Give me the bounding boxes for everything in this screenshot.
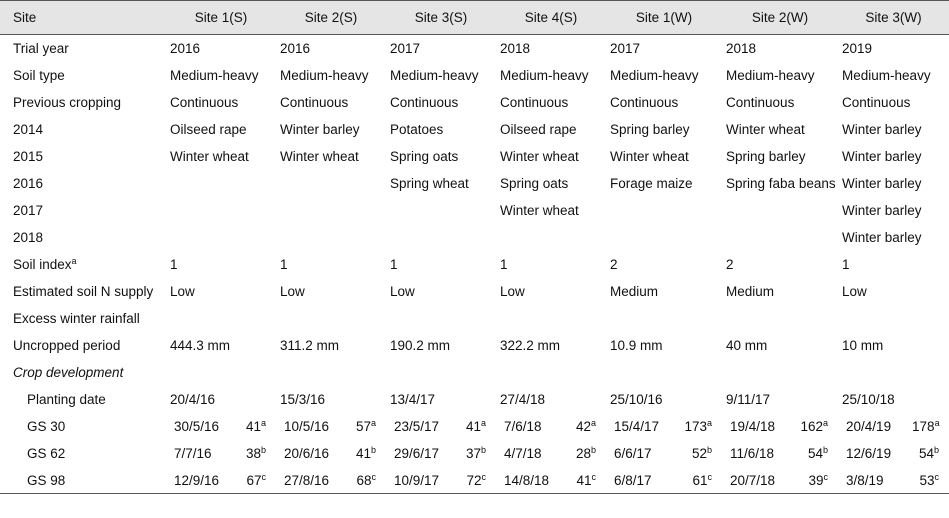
table-cell: Oilseed rape <box>170 121 247 137</box>
table-row <box>0 116 949 143</box>
footnote-marker: a <box>707 417 713 428</box>
table-cell <box>386 224 496 251</box>
table-row <box>0 386 949 413</box>
stage-value-cell <box>908 467 949 494</box>
table-cell: Continuous <box>280 94 349 110</box>
table-cell: 15/3/16 <box>280 391 326 407</box>
footnote-marker: c <box>371 471 376 482</box>
table-cell: 311.2 mm <box>280 337 340 353</box>
footnote-marker: b <box>480 444 486 455</box>
table-cell <box>838 305 949 332</box>
stage-date-cell: 11/6/18 <box>730 445 775 461</box>
row-label-text: 2015 <box>13 148 44 164</box>
table-cell: 25/10/18 <box>842 391 895 407</box>
row-label <box>0 35 166 62</box>
row-label-text: 2017 <box>13 202 44 218</box>
stage-value: 67 <box>246 472 262 488</box>
table-cell: 190.2 mm <box>390 337 451 353</box>
stage-value: 173 <box>684 418 707 434</box>
table-cell: 20/4/16 <box>170 391 216 407</box>
table-cell: Forage maize <box>610 175 693 191</box>
stage-value: 54 <box>919 445 935 461</box>
stage-value-cell <box>676 467 722 494</box>
row-label <box>0 359 166 386</box>
table-cell: Winter barley <box>842 175 922 191</box>
header-site-7: Site 3(W) <box>838 1 949 35</box>
table-cell: Medium-heavy <box>842 67 931 83</box>
stage-value: 41 <box>465 418 481 434</box>
table-cell: 2017 <box>390 41 421 56</box>
row-label-text: Soil type <box>13 67 65 83</box>
table-cell <box>722 197 838 224</box>
row-label-text: Planting date <box>27 391 106 407</box>
stage-date-cell: 15/4/17 <box>614 418 660 434</box>
table-cell: Winter wheat <box>500 148 579 164</box>
table-cell: 2018 <box>500 41 531 56</box>
table-cell: 2019 <box>842 41 873 56</box>
table-cell: 13/4/17 <box>390 391 436 407</box>
table-cell <box>386 197 496 224</box>
table-cell: Continuous <box>610 94 679 110</box>
table-cell <box>606 305 722 332</box>
table-cell: 2 <box>726 256 734 272</box>
table-body <box>0 35 949 494</box>
table-cell: Medium-heavy <box>390 67 479 83</box>
row-label-text: 2016 <box>13 175 44 191</box>
table-cell: 25/10/16 <box>610 391 663 407</box>
table-cell: 1 <box>500 256 508 272</box>
footnote-marker: a <box>71 255 77 266</box>
footnote-marker: a <box>370 417 376 428</box>
row-label <box>0 62 166 89</box>
table-cell <box>276 170 386 197</box>
stage-value-cell <box>792 440 838 467</box>
table-cell <box>386 359 496 386</box>
table-cell <box>606 224 722 251</box>
row-label <box>0 305 166 332</box>
footnote-marker: c <box>823 471 829 482</box>
table-cell: Spring barley <box>610 121 690 137</box>
row-label <box>0 89 166 116</box>
table-cell: Medium-heavy <box>726 67 815 83</box>
table-cell: Low <box>842 283 867 299</box>
row-label-text: Soil index <box>13 256 72 272</box>
stage-value: 61 <box>692 472 708 488</box>
table-cell: Continuous <box>500 94 569 110</box>
stage-date-cell: 20/4/19 <box>846 418 892 434</box>
footnote-marker: b <box>590 444 596 455</box>
table-cell: Winter wheat <box>500 202 579 218</box>
header-site-3: Site 3(S) <box>386 1 496 35</box>
stage-value-cell <box>908 440 949 467</box>
row-label-text: 2018 <box>13 229 44 245</box>
table-cell <box>166 224 276 251</box>
stage-value-cell <box>236 440 276 467</box>
table-cell <box>166 359 276 386</box>
table-cell: Low <box>170 283 195 299</box>
stage-value: 41 <box>355 445 371 461</box>
table-cell: Continuous <box>390 94 459 110</box>
table-cell: Low <box>500 283 525 299</box>
stage-date-cell: 27/8/16 <box>276 467 346 494</box>
footnote-marker: b <box>370 444 376 455</box>
table-cell: Spring wheat <box>390 175 469 191</box>
footnote-marker: b <box>934 444 940 455</box>
stage-value-cell <box>456 440 496 467</box>
table-row <box>0 143 949 170</box>
table-cell <box>722 305 838 332</box>
stage-value: 28 <box>575 445 591 461</box>
stage-date-cell: 20/6/16 <box>284 445 330 461</box>
row-label-text: Previous cropping <box>13 94 122 110</box>
footnote-marker: b <box>707 444 713 455</box>
stage-date-cell: 14/8/18 <box>496 467 566 494</box>
stage-value: 41 <box>245 418 261 434</box>
header-site-label: Site <box>0 1 166 35</box>
row-label <box>0 116 166 143</box>
footnote-marker: b <box>823 444 829 455</box>
table-row <box>0 278 949 305</box>
stage-date-cell: 29/6/17 <box>394 445 440 461</box>
table-cell <box>166 197 276 224</box>
table-row <box>0 62 949 89</box>
stage-value: 39 <box>808 472 824 488</box>
stage-value-cell <box>236 467 276 494</box>
row-label-text: Uncropped period <box>13 337 121 353</box>
table-cell: Medium-heavy <box>610 67 699 83</box>
table-cell: Spring oats <box>500 175 569 191</box>
table-row <box>0 35 949 62</box>
table-cell <box>496 224 606 251</box>
stage-value: 37 <box>465 445 481 461</box>
table-cell: Spring barley <box>726 148 806 164</box>
table-cell <box>722 224 838 251</box>
table-cell: Winter barley <box>280 121 360 137</box>
row-label <box>0 197 166 224</box>
stage-value: 68 <box>356 472 372 488</box>
stage-value: 54 <box>807 445 824 461</box>
footnote-marker: c <box>934 471 940 482</box>
footnote-marker: a <box>590 417 596 428</box>
stage-value-cell <box>456 467 496 494</box>
table-row <box>0 305 949 332</box>
stage-date-cell: 6/6/17 <box>614 445 652 461</box>
row-label <box>0 143 166 170</box>
row-label: GS 30 <box>27 418 66 434</box>
stage-value: 72 <box>466 472 482 488</box>
stage-value-cell <box>566 467 606 494</box>
stage-value: 53 <box>919 472 935 488</box>
table-cell: 27/4/18 <box>500 391 546 407</box>
table-cell: Medium-heavy <box>280 67 369 83</box>
table-cell <box>276 305 386 332</box>
table-cell: Low <box>390 283 415 299</box>
table-cell: 1 <box>170 256 178 272</box>
stage-date-cell: 19/4/18 <box>730 418 776 434</box>
table-cell: Low <box>280 283 305 299</box>
stage-value: 178 <box>912 418 935 434</box>
row-label-text: Excess winter rainfall <box>13 310 140 326</box>
stage-value: 52 <box>691 445 707 461</box>
stage-date-cell: 7/7/16 <box>174 445 212 461</box>
stage-value-cell <box>456 413 496 440</box>
footnote-marker: c <box>261 471 266 482</box>
header-site-6: Site 2(W) <box>722 1 838 35</box>
table-cell <box>606 359 722 386</box>
stage-value-cell <box>908 413 949 440</box>
table-row <box>0 170 949 197</box>
row-label <box>0 251 166 278</box>
row-label-text: Estimated soil N supply <box>13 283 154 299</box>
table-cell <box>838 359 949 386</box>
stage-value-cell <box>676 440 722 467</box>
footnote-marker: a <box>934 417 940 428</box>
footnote-marker: c <box>707 471 713 482</box>
row-label-text: 2014 <box>13 121 44 137</box>
row-label-text: Crop development <box>13 364 124 380</box>
stage-value-cell <box>792 467 838 494</box>
table-cell <box>276 359 386 386</box>
stage-value-cell <box>346 413 386 440</box>
footnote-marker: c <box>591 471 596 482</box>
table-cell: Medium-heavy <box>170 67 259 83</box>
table-cell: 2016 <box>170 41 201 56</box>
table-cell: Winter wheat <box>170 148 249 164</box>
table-cell: 1 <box>280 256 288 272</box>
row-label: GS 62 <box>27 445 66 461</box>
table-row <box>0 251 949 278</box>
stage-value-cell <box>346 440 386 467</box>
header-site-5: Site 1(W) <box>606 1 722 35</box>
table-row <box>0 467 949 494</box>
row-label <box>0 332 166 359</box>
row-label <box>0 278 166 305</box>
stage-value: 38 <box>245 445 261 461</box>
table-cell: Continuous <box>842 94 911 110</box>
header-site-2: Site 2(S) <box>276 1 386 35</box>
stage-date-cell: 10/5/16 <box>284 418 330 434</box>
table-cell <box>166 305 276 332</box>
row-label <box>0 224 166 251</box>
stage-value-cell <box>676 413 722 440</box>
table-cell: Continuous <box>170 94 239 110</box>
stage-date-cell: 30/5/16 <box>174 418 220 434</box>
stage-date-cell: 3/8/19 <box>838 467 908 494</box>
table-cell <box>496 305 606 332</box>
table-cell: 2 <box>610 256 618 272</box>
table-cell: Winter barley <box>842 229 922 245</box>
stage-value: 162 <box>800 418 824 434</box>
table-row <box>0 332 949 359</box>
stage-date-cell: 4/7/18 <box>504 445 542 461</box>
table-cell: Spring faba beans <box>726 175 836 191</box>
stage-value: 41 <box>576 472 592 488</box>
table-cell: Winter wheat <box>610 148 689 164</box>
table-cell <box>276 197 386 224</box>
table-row <box>0 440 949 467</box>
stage-date-cell: 12/6/19 <box>846 445 892 461</box>
row-label-text: Trial year <box>13 41 69 56</box>
table-cell: Medium <box>726 283 775 299</box>
footnote-marker: a <box>823 417 829 428</box>
header-site-4: Site 4(S) <box>496 1 606 35</box>
stage-value-cell <box>566 440 606 467</box>
table-cell: Oilseed rape <box>500 121 577 137</box>
table-cell <box>496 359 606 386</box>
stage-date-cell: 10/9/17 <box>386 467 456 494</box>
stage-date-cell: 6/8/17 <box>606 467 676 494</box>
stage-date-cell: 7/6/18 <box>504 418 542 434</box>
table-cell <box>606 197 722 224</box>
table-cell: Continuous <box>726 94 795 110</box>
table-row <box>0 413 949 440</box>
stage-date-cell: 23/5/17 <box>394 418 440 434</box>
table-cell: Medium-heavy <box>500 67 589 83</box>
footnote-marker: a <box>260 417 266 428</box>
stage-value-cell <box>236 413 276 440</box>
table-cell <box>166 170 276 197</box>
row-label <box>0 170 166 197</box>
stage-value-cell <box>346 467 386 494</box>
table-cell: 9/11/17 <box>726 391 771 407</box>
table-cell: 2017 <box>610 41 641 56</box>
table-cell: Potatoes <box>390 121 444 137</box>
footnote-marker: a <box>480 417 486 428</box>
table-cell: Winter wheat <box>280 148 359 164</box>
table-cell: 10.9 mm <box>610 337 663 353</box>
stage-date-cell: 12/9/16 <box>166 467 236 494</box>
table-cell: 2016 <box>280 41 311 56</box>
stage-value: 57 <box>355 418 371 434</box>
table-cell: 444.3 mm <box>170 337 231 353</box>
table-cell <box>276 224 386 251</box>
stage-value-cell <box>792 413 838 440</box>
table-cell: Winter barley <box>842 121 922 137</box>
table-row <box>0 197 949 224</box>
table-cell: 10 mm <box>842 337 884 353</box>
header-site-1: Site 1(S) <box>166 1 276 35</box>
stage-value-cell <box>566 413 606 440</box>
row-label <box>0 386 166 413</box>
table-cell: Winter wheat <box>726 121 805 137</box>
table-cell: Spring oats <box>390 148 459 164</box>
table-row <box>0 224 949 251</box>
table-row <box>0 359 949 386</box>
stage-date-cell: 20/7/18 <box>722 467 792 494</box>
table-cell: Winter barley <box>842 148 922 164</box>
table-cell <box>722 359 838 386</box>
stage-value: 42 <box>575 418 591 434</box>
table-cell <box>386 305 496 332</box>
table-cell: Medium <box>610 283 659 299</box>
footnote-marker: b <box>260 444 266 455</box>
table-cell: 322.2 mm <box>500 337 561 353</box>
footnote-marker: c <box>481 471 486 482</box>
table-cell: 1 <box>842 256 850 272</box>
table-cell: 40 mm <box>726 337 768 353</box>
table-cell: Winter barley <box>842 202 922 218</box>
header-row <box>0 1 949 35</box>
table-cell: 1 <box>390 256 398 272</box>
table-cell: 2018 <box>726 41 757 56</box>
table-row <box>0 89 949 116</box>
row-label: GS 98 <box>0 467 166 494</box>
